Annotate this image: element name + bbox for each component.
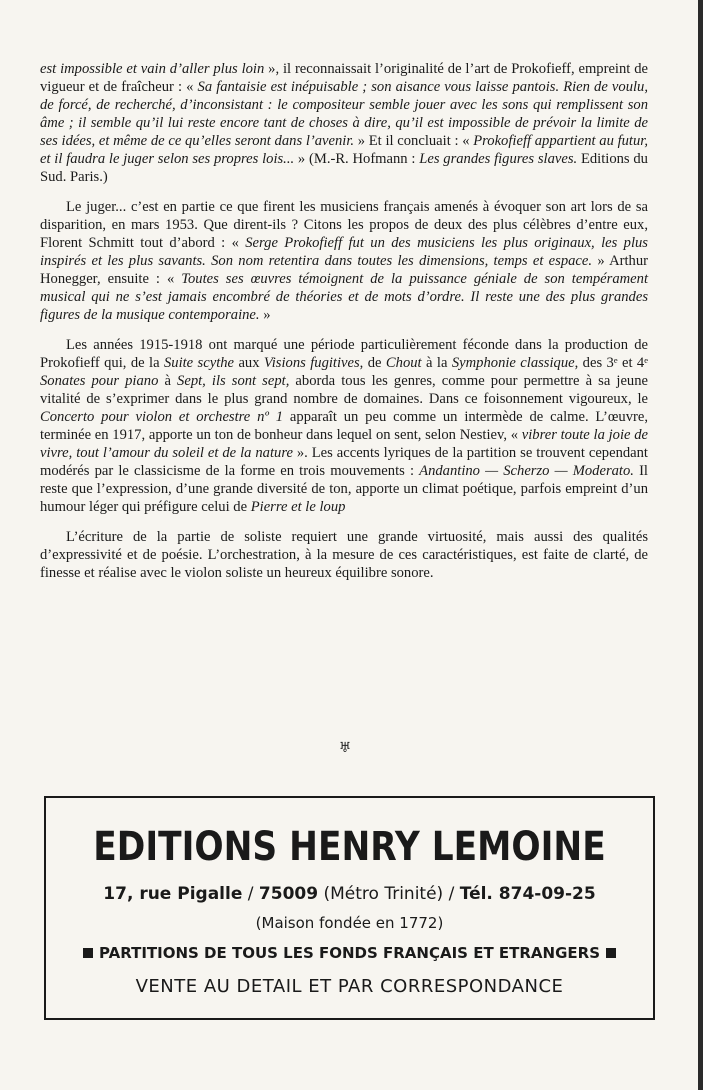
text-run: , des 3ᵉ et 4ᵉ — [574, 355, 648, 371]
sales-line: VENTE AU DETAIL ET PAR CORRESPONDANCE — [135, 976, 564, 997]
text-run: » Et il concluait : « — [354, 133, 474, 149]
text-run: Les années 1915-1918 ont marqué une période particulièrement féconde dans la production de Prokofieff qui, de la — [40, 337, 648, 371]
italic-run: Symphonie classique — [451, 355, 575, 371]
publisher-name: EDITIONS HENRY LEMOINE — [93, 824, 606, 870]
street-address: 17, rue Pigalle — [103, 884, 243, 904]
italic-run: Sept, ils sont sept, — [177, 373, 290, 389]
text-run: », il reconnaissait l’originalité de l’art de Prokofieff, empreint de vigueur et de fraîcheur : « — [40, 61, 648, 95]
text-run: à — [158, 373, 178, 389]
address-separator: / — [448, 884, 460, 904]
text-run: » — [259, 307, 271, 323]
metro-station: (Métro Trinité) — [318, 884, 449, 904]
italic-run: Visions fugitives — [263, 355, 360, 371]
italic-run: Sonates pour piano — [40, 373, 159, 389]
page-edge-shadow — [698, 0, 703, 1090]
text-run: ». Les accents lyriques de la partition se trouvent cependant modérés par le classicisme de la forme en trois mouvements : — [40, 445, 648, 479]
article-text — [40, 60, 648, 594]
paragraph — [40, 60, 648, 186]
postcode: 75009 — [258, 884, 319, 904]
text-run: apparaît un peu comme un intermède de calme. L’œuvre, terminée en 1917, apporte un ton de bonheur dans lequel on sent, selon Nestiev, « — [40, 409, 648, 443]
text-run: Le juger... c’est en partie ce que firent les musiciens français amenés à évoquer son art lors de sa disparition, en mars 1953. Que dirent-ils ? Citons les propos de deux des plus célèbres d’entre eux, Florent Schmitt tout d’abord : « — [40, 199, 648, 251]
text-run: , de — [359, 355, 386, 371]
paragraph — [40, 528, 648, 582]
italic-run: Chout — [385, 355, 422, 371]
publisher-advertisement — [44, 796, 655, 1020]
founding-note: (Maison fondée en 1772) — [255, 914, 444, 932]
square-bullet-icon — [606, 948, 616, 958]
ornament-icon: ♅ — [338, 741, 352, 756]
italic-run: Toutes ses œuvres témoignent de la puissance géniale de son tempérament musical qui ne s’est jamais encombré de théories et de mots d’ordre. Il reste une des plus grandes figures de la musique contemporaine. — [40, 271, 648, 323]
italic-run: Pierre et le loup — [250, 499, 346, 515]
text-run: Editions du Sud. Paris.) — [40, 151, 648, 185]
italic-run: Sa fantaisie est inépuisable ; son aisance vous laisse pantois. Rien de voulu, de forcé, de recherché, d’inconsistant : le compositeur semble jouer avec les sons qui remplissent son âme ; il semble qu’il lui reste encore tant de choses à dire, qu’il est impossible de prévoir la limite de ses idées, et même de ce qu’elles seront dans l’avenir. — [40, 79, 648, 149]
partitions-text: PARTITIONS DE TOUS LES FONDS FRANÇAIS ET ETRANGERS — [98, 944, 600, 962]
publisher-address — [46, 884, 653, 904]
address-separator: / — [242, 884, 259, 904]
partitions-line — [46, 944, 653, 962]
italic-run: Andantino — Scherzo — Moderato. — [419, 463, 634, 479]
italic-run: est impossible et vain d’aller plus loin — [40, 61, 265, 77]
paragraph — [40, 336, 648, 516]
paragraph — [40, 198, 648, 324]
italic-run: Serge Prokofieff fut un des musiciens les plus originaux, les plus inspirés et les plus savants. Son nom retentira dans toutes les dimensions, temps et espace. — [40, 235, 648, 269]
italic-run: vibrer toute la joie de vivre, tout l’amour du soleil et de la nature — [40, 427, 648, 461]
italic-run: Suite scythe — [163, 355, 235, 371]
italic-run: Les grandes figures slaves. — [419, 151, 578, 167]
text-run: aux — [234, 355, 264, 371]
text-run: » (M.-R. Hofmann : — [294, 151, 420, 167]
text-run: à la — [421, 355, 452, 371]
text-run: » Arthur Honegger, ensuite : « — [40, 253, 648, 287]
text-run: L’écriture de la partie de soliste requiert une grande virtuosité, mais aussi des qualités d’expressivité et de poésie. L’orchestration, à la mesure de ces caractéristiques, est faite de clarté, de finesse et réalise avec le violon soliste un heureux équilibre sonore. — [40, 529, 648, 581]
italic-run: Concerto pour violon et orchestre nº 1 — [40, 409, 284, 425]
square-bullet-icon — [83, 948, 93, 958]
telephone: Tél. 874-09-25 — [459, 884, 596, 904]
text-run: Il reste que l’expression, d’une grande diversité de ton, apporte un climat poétique, parfois empreint d’un humour léger qui préfigure celui de — [40, 463, 648, 515]
italic-run: Prokofieff appartient au futur, et il faudra le juger selon ses propres lois... — [40, 133, 648, 167]
text-run: aborda tous les genres, comme pour permettre à sa jeune vitalité de s’exprimer dans le plus grand nombre de domaines. Dans ce foisonnement vigoureux, le — [40, 373, 648, 407]
